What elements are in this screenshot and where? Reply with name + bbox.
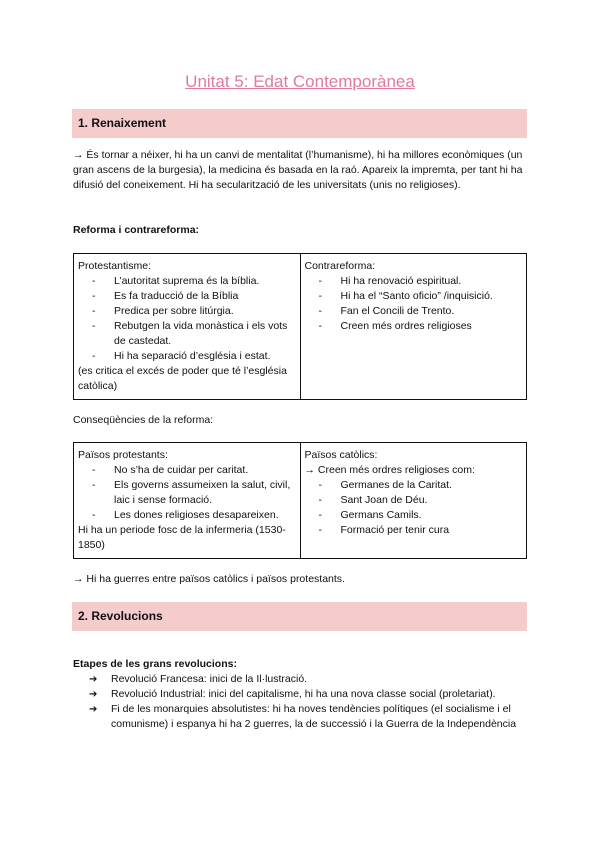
- list-item: - Creen més ordres religioses: [339, 319, 523, 334]
- list-item: - Fan el Concili de Trento.: [339, 304, 523, 319]
- reforma-heading: Reforma i contrareforma:: [73, 224, 200, 236]
- cell-title: Contrareforma:: [304, 260, 376, 272]
- reforma-table: [73, 253, 527, 400]
- cell-note: Hi ha un periode fosc de la infermeria (1530-1850): [78, 524, 286, 551]
- section-heading-renaixement: [72, 109, 527, 138]
- protestantisme-cell: [74, 254, 301, 400]
- list-item: ➔ Fi de les monarquies absolutistes: hi ha noves tendències polítiques (el socialisme i el comunisme) i espanya hi ha 2 guerres, la de successió i la Guerra de la Independència: [109, 702, 529, 732]
- revolutions-list: [73, 672, 529, 732]
- catholic-countries-list: [305, 478, 523, 538]
- list-item: - Sant Joan de Déu.: [339, 493, 523, 508]
- wars-note: → Hi ha guerres entre països catòlics i països protestants.: [73, 573, 345, 585]
- section-heading-text: 2. Revolucions: [78, 609, 163, 623]
- consequences-heading: Conseqüències de la reforma:: [73, 414, 214, 426]
- contrareforma-list: [305, 274, 523, 334]
- intro-paragraph: → És tornar a néixer, hi ha un canvi de mentalitat (l’humanisme), hi ha millores econòmiques (un gran ascens de la burgesia), la medicina és basada en la raó. Apareix la impremta, per tant hi ha difusió del coneixement. Hi ha secularització de les universitats (unis no religioses).: [73, 149, 523, 191]
- page-title: Unitat 5: Edat Contemporànea: [185, 72, 415, 91]
- list-item: - Predica per sobre litúrgia.: [112, 304, 296, 319]
- cell-note: (es critica el excés de poder que té l’església catòlica): [78, 365, 287, 392]
- list-item: ➔ Revolució Francesa: inici de la Il·lustració.: [109, 672, 529, 687]
- list-item: - Rebutgen la vida monàstica i els vots de castedat.: [112, 319, 296, 349]
- list-item: - Germanes de la Caritat.: [339, 478, 523, 493]
- list-item: - Es fa traducció de la Bíblia: [112, 289, 296, 304]
- consequences-table: [73, 442, 527, 559]
- list-item: - Hi ha separació d’església i estat.: [112, 349, 296, 364]
- list-item: - L’autoritat suprema és la bíblia.: [112, 274, 296, 289]
- section-heading-text: 1. Renaixement: [78, 116, 167, 130]
- cell-title: Protestantisme:: [78, 260, 151, 272]
- list-item: ➔ Revolució Industrial: inici del capitalisme, hi ha una nova classe social (proletariat).: [109, 687, 529, 702]
- list-item: - Els governs assumeixen la salut, civil, laic i sense formació.: [112, 478, 296, 508]
- list-item: - Formació per tenir cura: [339, 523, 523, 538]
- catholic-countries-cell: [300, 443, 527, 559]
- list-item: - Hi ha el “Santo oficio” /inquisició.: [339, 289, 523, 304]
- list-item: - Les dones religioses desapareixen.: [112, 508, 296, 523]
- contrareforma-cell: [300, 254, 527, 400]
- list-item: - Germans Camils.: [339, 508, 523, 523]
- cell-title: Països protestants:: [78, 449, 168, 461]
- cell-title: Països catòlics:: [304, 449, 378, 461]
- protestant-countries-cell: [74, 443, 301, 559]
- protestantisme-list: [78, 274, 296, 364]
- list-item: - No s’ha de cuidar per caritat.: [112, 463, 296, 478]
- protestant-countries-list: [78, 463, 296, 523]
- list-item: - Hi ha renovació espiritual.: [339, 274, 523, 289]
- stages-heading: Etapes de les grans revolucions:: [73, 658, 237, 670]
- cell-subtitle: → Creen més ordres religioses com:: [304, 464, 475, 476]
- section-heading-revolucions: [72, 602, 527, 631]
